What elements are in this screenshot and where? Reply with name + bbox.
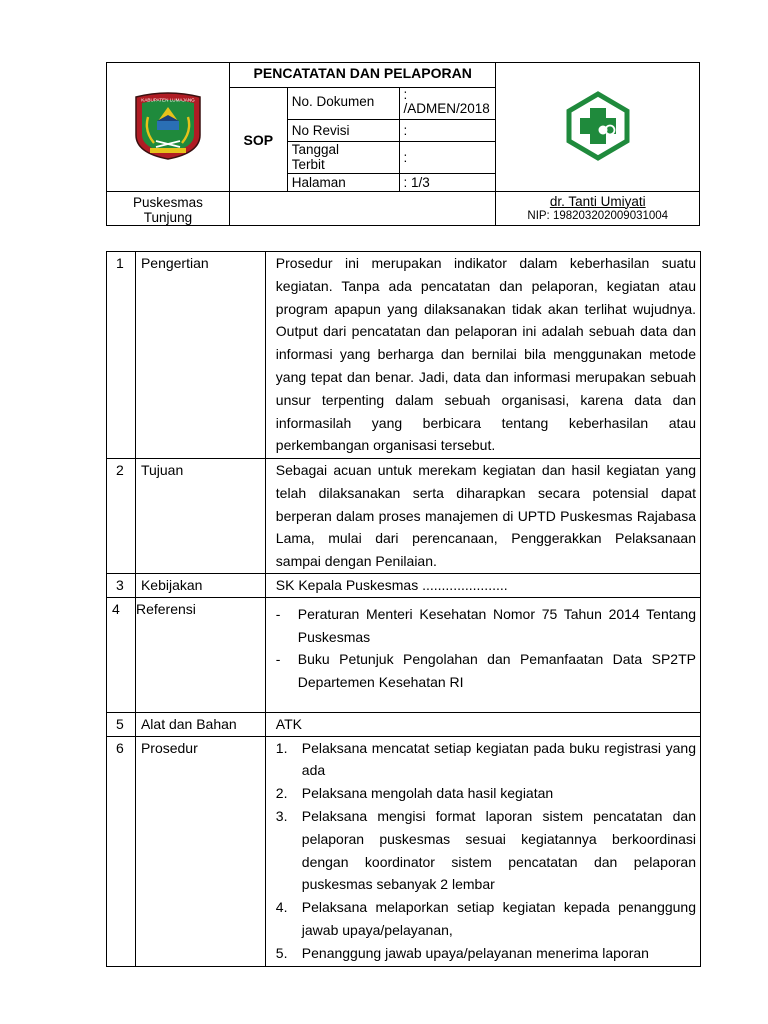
section-number: 6 — [107, 736, 136, 966]
section-number: 1 — [107, 252, 136, 459]
section-row-referensi — [107, 597, 701, 712]
sop-content-table — [106, 251, 701, 967]
section-title: Kebijakan — [135, 573, 265, 597]
organization-name: Puskesmas Tunjung — [107, 192, 230, 226]
section-row-prosedur — [107, 736, 701, 966]
section-row-tujuan — [107, 459, 701, 574]
revision-value: : — [399, 120, 496, 142]
reference-item: - Peraturan Menteri Kesehatan Nomor 75 Tahun 2014 Tentang Puskesmas — [275, 605, 696, 645]
section-title: Prosedur — [135, 736, 265, 966]
revision-label: No Revisi — [287, 120, 399, 142]
procedure-step: 5. Penanggung jawab upaya/pelayanan menerima laporan — [275, 944, 649, 961]
document-title: PENCATATAN DAN PELAPORAN — [229, 63, 496, 88]
section-title: Alat dan Bahan — [135, 712, 265, 736]
signer-cell — [496, 192, 700, 226]
section-title: Pengertian — [135, 252, 265, 459]
section-text: Sebagai acuan untuk merekam kegiatan dan hasil kegiatan yang telah dilaksanakan serta diharapkan secara potensial dapat berperan dalam proses manajemen di UPTD Puskesmas Rajabasa Lama, mulai dari perencanaan, Penggerakkan Pelaksanaan sampai dengan Penilaian. — [265, 459, 700, 574]
reference-list — [272, 603, 696, 694]
issue-date-value: : — [399, 142, 496, 174]
reference-item: - Buku Petunjuk Pengolahan dan Pemanfaatan Data SP2TP Departemen Kesehatan RI — [275, 651, 696, 691]
section-text: Prosedur ini merupakan indikator dalam keberhasilan suatu kegiatan. Tanpa ada pencatatan dan pelaporan, kegiatan atau program apapun yang dilaksanakan tidak akan terlihat wujudnya. Output dari pencatatan dan pelaporan ini adalah sebuah data dan informasi yang berharga dan bernilai bila menggunakan metode yang tepat dan benar. Jadi, data dan informasi merupakan sebuah unsur terpenting dalam sebuah organisasi, karena data dan informasilah yang berbicara tentang keberhasilan atau perkembangan organisasi tersebut. — [265, 252, 700, 459]
page-label: Halaman — [287, 174, 399, 192]
signer-nip: NIP: 198203202009031004 — [527, 209, 669, 222]
left-logo-cell — [107, 63, 230, 192]
procedure-step: 1. Pelaksana mencatat setiap kegiatan pada buku registrasi yang ada — [275, 739, 696, 779]
section-number: 5 — [107, 712, 136, 736]
procedure-step: 3. Pelaksana mengisi format laporan sistem pencatatan dan pelaporan puskesmas sesuai kegiatannya berkoordinasi dengan koordinator sistem pencatatan dan pelaporan puskesmas sebanyak 2 lembar — [275, 807, 696, 893]
right-logo-cell — [496, 63, 700, 192]
signer-name: dr. Tanti Umiyati — [549, 193, 646, 209]
section-title: Referensi — [135, 597, 265, 712]
procedure-step: 4. Pelaksana melaporkan setiap kegiatan kepada penanggung jawab upaya/pelayanan, — [275, 899, 696, 938]
page-value: : 1/3 — [399, 174, 496, 192]
section-list — [265, 597, 700, 712]
section-number: 3 — [107, 573, 136, 597]
section-text: SK Kepala Puskesmas ...................... — [265, 573, 700, 597]
section-row-kebijakan — [107, 573, 701, 597]
svg-text:KABUPATEN LUMAJANG: KABUPATEN LUMAJANG — [141, 97, 195, 102]
sop-label: SOP — [229, 88, 287, 192]
doc-number-value: : /ADMEN/2018 — [399, 88, 496, 120]
section-row-alat-bahan — [107, 712, 701, 736]
procedure-step: 2. Pelaksana mengolah data hasil kegiatan — [275, 785, 554, 802]
section-number: 2 — [107, 459, 136, 574]
section-text: ATK — [265, 712, 700, 736]
sop-header-table — [106, 62, 700, 226]
section-list — [265, 736, 700, 966]
kabupaten-lumajang-emblem — [128, 91, 208, 161]
issue-date-label: Tanggal Terbit — [287, 142, 399, 174]
doc-number-label: No. Dokumen — [287, 88, 399, 120]
section-title: Tujuan — [135, 459, 265, 574]
section-number: 4 — [107, 597, 136, 712]
puskesmas-logo — [563, 91, 633, 161]
section-row-pengertian — [107, 252, 701, 459]
procedure-list — [276, 737, 696, 965]
